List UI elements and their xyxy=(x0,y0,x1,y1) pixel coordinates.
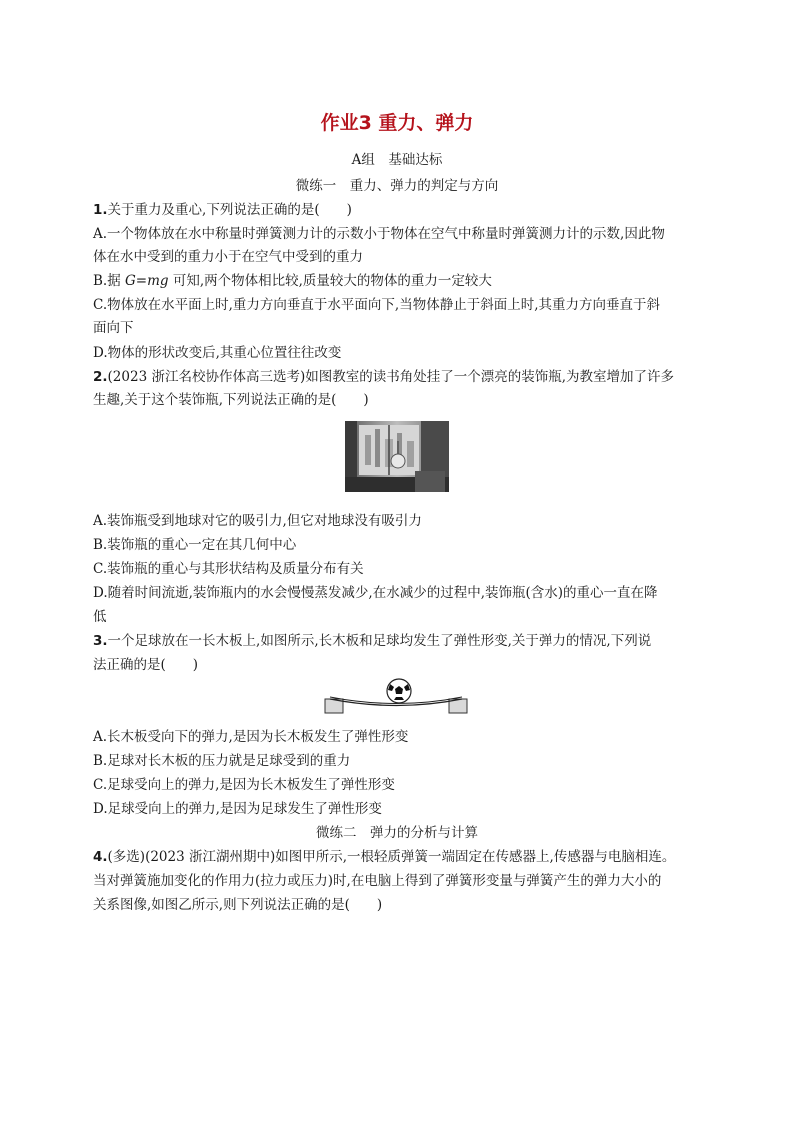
section-heading-1: 微练一 重力、弹力的判定与方向 xyxy=(295,178,499,194)
q2-option-a: A.装饰瓶受到地球对它的吸引力,但它对地球没有吸引力 xyxy=(93,513,422,529)
q2-option-d-line1: D.随着时间流逝,装饰瓶内的水会慢慢蒸发减少,在水减少的过程中,装饰瓶(含水)的重心一直在降 xyxy=(93,585,658,601)
q2-option-b: B.装饰瓶的重心一定在其几何中心 xyxy=(93,537,297,553)
page-title: 作业3 重力、弹力 xyxy=(320,112,474,134)
q1-option-b-text: 可知,两个物体相比较,质量较大的物体的重力一定较大 xyxy=(168,273,492,289)
group-heading: A组 基础达标 xyxy=(351,152,443,168)
q1-formula: G=mg xyxy=(125,273,169,289)
q3-option-b: B.足球对长木板的压力就是足球受到的重力 xyxy=(93,753,351,769)
q3-stem-line2: 法正确的是( ) xyxy=(93,657,199,673)
q3-stem-line1 xyxy=(93,629,651,649)
section-heading-2: 微练二 弹力的分析与计算 xyxy=(316,825,478,841)
q2-stem-text: (2023 浙江名校协作体高三选考)如图教室的读书角处挂了一个漂亮的装饰瓶,为教室增加了许多 xyxy=(107,369,675,385)
q2-number: 2. xyxy=(93,369,108,385)
q1-stem-text: 关于重力及重心,下列说法正确的是( ) xyxy=(107,202,352,218)
q1-option-a-line2: 体在水中受到的重力小于在空气中受到的重力 xyxy=(93,249,363,265)
q1-option-c-line2: 面向下 xyxy=(93,320,134,336)
q4-number: 4. xyxy=(93,849,108,865)
q2-option-c: C.装饰瓶的重心与其形状结构及质量分布有关 xyxy=(93,561,364,577)
q1-number: 1. xyxy=(93,202,108,218)
q2-stem-line2: 生趣,关于这个装饰瓶,下列说法正确的是( ) xyxy=(93,392,369,408)
q3-option-c: C.足球受向上的弹力,是因为长木板发生了弹性形变 xyxy=(93,777,395,793)
ball-on-board-diagram xyxy=(322,678,472,716)
q1-option-a-line1: A.一个物体放在水中称量时弹簧测力计的示数小于物体在空气中称量时弹簧测力计的示数,因此物 xyxy=(93,226,665,242)
q1-option-b xyxy=(93,269,492,289)
q4-stem-line3: 关系图像,如图乙所示,则下列说法正确的是( ) xyxy=(93,897,383,913)
q1-option-b-prefix: B.据 xyxy=(93,273,126,289)
q3-number: 3. xyxy=(93,633,108,649)
q2-stem-line1 xyxy=(93,365,674,385)
q4-stem-line1 xyxy=(93,845,675,865)
q4-stem-text: (多选)(2023 浙江湖州期中)如图甲所示,一根轻质弹簧一端固定在传感器上,传感器与电脑相连。 xyxy=(107,849,676,865)
q2-option-d-line2: 低 xyxy=(93,609,107,625)
q3-option-a: A.长木板受向下的弹力,是因为长木板发生了弹性形变 xyxy=(93,729,409,745)
q1-option-c-line1: C.物体放在水平面上时,重力方向垂直于水平面向下,当物体静止于斜面上时,其重力方向垂直于斜 xyxy=(93,297,661,313)
q4-stem-line2: 当对弹簧施加变化的作用力(拉力或压力)时,在电脑上得到了弹簧形变量与弹簧产生的弹力大小的 xyxy=(93,873,662,889)
classroom-vase-photo xyxy=(345,421,449,492)
q3-stem-text: 一个足球放在一长木板上,如图所示,长木板和足球均发生了弹性形变,关于弹力的情况,下列说 xyxy=(107,633,652,649)
q1-stem xyxy=(93,198,352,218)
q1-option-d: D.物体的形状改变后,其重心位置往往改变 xyxy=(93,345,342,361)
q3-option-d: D.足球受向上的弹力,是因为足球发生了弹性形变 xyxy=(93,801,382,817)
